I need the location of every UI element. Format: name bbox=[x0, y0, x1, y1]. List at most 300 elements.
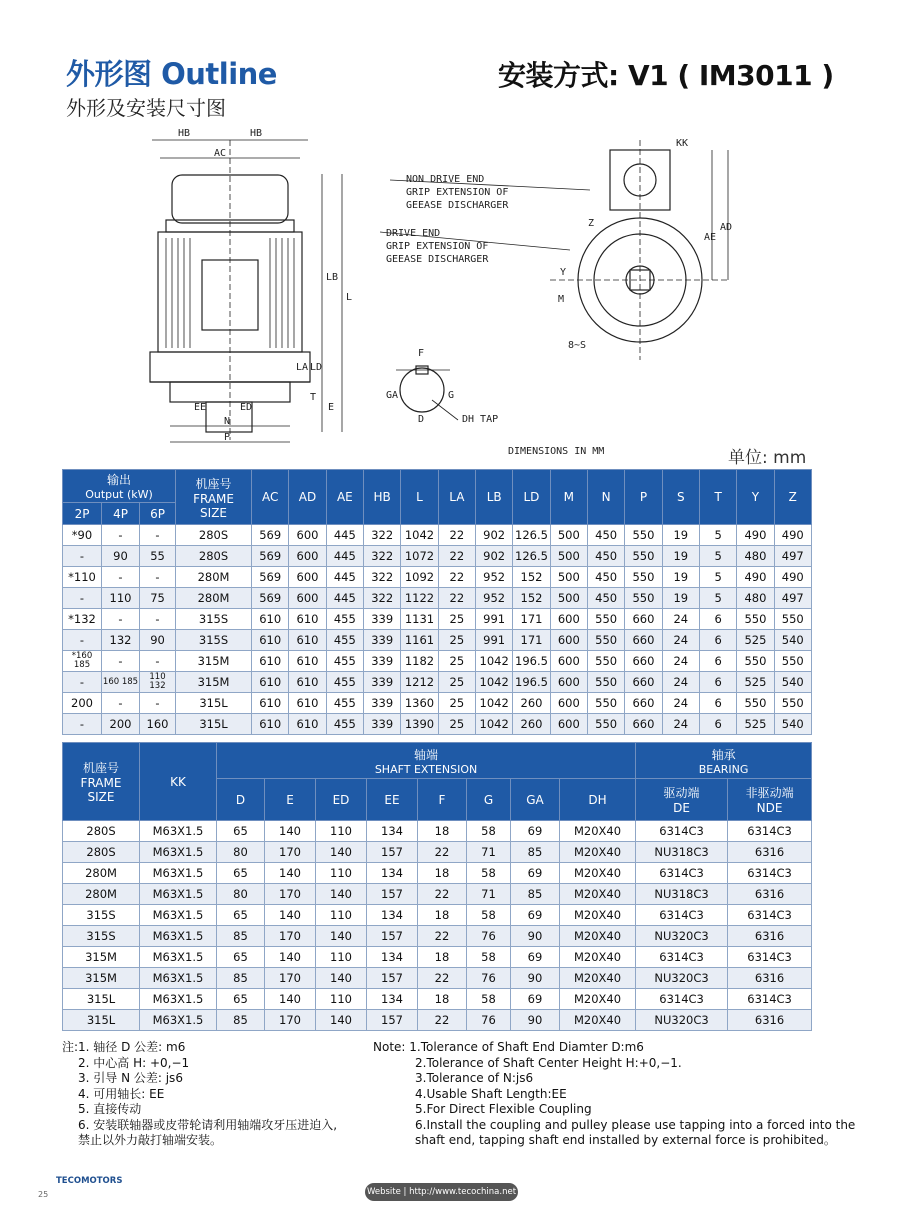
de-note-2: GRIP EXTENSION OF bbox=[386, 241, 489, 252]
output-header: 输出 Output (kW) bbox=[63, 470, 176, 503]
label-lb: LB bbox=[326, 272, 339, 283]
label-e: E bbox=[328, 402, 335, 413]
table-cell: M63X1.5 bbox=[140, 926, 217, 947]
table-cell: 445 bbox=[326, 525, 363, 546]
table-cell: 455 bbox=[326, 651, 363, 672]
table-cell: 1042 bbox=[475, 693, 512, 714]
col-header: Z bbox=[774, 470, 811, 525]
note-line: 2. 中心高 H: +0,−1 bbox=[78, 1055, 190, 1070]
table-row bbox=[63, 905, 812, 926]
table-cell: 19 bbox=[662, 546, 699, 567]
table-cell: M20X40 bbox=[560, 989, 636, 1010]
table-cell: 140 bbox=[265, 947, 316, 968]
table-row bbox=[63, 672, 812, 693]
table-cell: 18 bbox=[418, 989, 467, 1010]
table-row bbox=[63, 821, 812, 842]
table-cell: M20X40 bbox=[560, 968, 636, 989]
table-cell: 1092 bbox=[401, 567, 438, 588]
note-line: 5. 直接传动 bbox=[78, 1102, 142, 1116]
table-row bbox=[63, 651, 812, 672]
table-cell: 600 bbox=[550, 609, 587, 630]
table-cell: 134 bbox=[367, 905, 418, 926]
label-y: Y bbox=[560, 267, 567, 278]
table-cell: 1042 bbox=[475, 714, 512, 735]
label-ad: AD bbox=[720, 222, 733, 233]
table-cell: 610 bbox=[289, 651, 326, 672]
table-cell: 157 bbox=[367, 842, 418, 863]
table-cell: 22 bbox=[418, 926, 467, 947]
table-cell: 85 bbox=[511, 884, 560, 905]
table-cell: 600 bbox=[550, 714, 587, 735]
table-cell: 525 bbox=[737, 672, 774, 693]
col-header: LA bbox=[438, 470, 475, 525]
table-cell: 19 bbox=[662, 567, 699, 588]
col-header: D bbox=[217, 779, 265, 821]
note-line: 2.Tolerance of Shaft Center Height H:+0,−1. bbox=[415, 1055, 682, 1070]
col-header: LD bbox=[513, 470, 550, 525]
table-cell: M20X40 bbox=[560, 842, 636, 863]
shaft-bearing-table-body bbox=[63, 821, 812, 1031]
table-cell: 110 bbox=[316, 947, 367, 968]
table-cell: 490 bbox=[774, 525, 811, 546]
shaft-bearing-table bbox=[62, 742, 812, 1031]
table-cell: 110 bbox=[316, 821, 367, 842]
table-cell: 140 bbox=[265, 821, 316, 842]
table-cell: 25 bbox=[438, 672, 475, 693]
table-cell: 610 bbox=[289, 672, 326, 693]
table-cell: - bbox=[140, 567, 176, 588]
table-cell: 140 bbox=[265, 905, 316, 926]
table-cell: 339 bbox=[364, 630, 401, 651]
table-cell: *110 bbox=[63, 567, 102, 588]
table-cell: 5 bbox=[699, 525, 736, 546]
kk-header: KK bbox=[140, 743, 217, 821]
table-cell: 76 bbox=[467, 1010, 511, 1031]
table-cell: 110 bbox=[316, 863, 367, 884]
table-cell: 65 bbox=[217, 863, 265, 884]
page-title: 外形图 Outline bbox=[66, 57, 277, 91]
table-cell: 126.5 bbox=[513, 525, 550, 546]
table-cell: 6316 bbox=[728, 926, 812, 947]
table-cell: 6314C3 bbox=[728, 863, 812, 884]
table-cell: 1182 bbox=[401, 651, 438, 672]
col-header: HB bbox=[364, 470, 401, 525]
nde-note-1: NON DRIVE END bbox=[406, 174, 485, 185]
label-d: D bbox=[418, 414, 425, 425]
col-header: AD bbox=[289, 470, 326, 525]
table-cell: 24 bbox=[662, 651, 699, 672]
table-cell: 315L bbox=[63, 1010, 140, 1031]
unit-label: 单位: mm bbox=[728, 448, 807, 468]
table-cell: 25 bbox=[438, 693, 475, 714]
table-cell: 140 bbox=[316, 884, 367, 905]
label-m: M bbox=[558, 294, 565, 305]
table-cell: M20X40 bbox=[560, 926, 636, 947]
website-link[interactable]: Website | http://www.tecochina.net bbox=[365, 1183, 518, 1201]
table-cell: 140 bbox=[316, 926, 367, 947]
table-cell: 322 bbox=[364, 567, 401, 588]
table-cell: 540 bbox=[774, 672, 811, 693]
table-cell: 18 bbox=[418, 821, 467, 842]
table-cell: 1390 bbox=[401, 714, 438, 735]
table-cell: 25 bbox=[438, 651, 475, 672]
table-cell: 157 bbox=[367, 1010, 418, 1031]
table-cell: - bbox=[63, 546, 102, 567]
table-cell: 550 bbox=[774, 609, 811, 630]
table-cell: 19 bbox=[662, 525, 699, 546]
table-cell: - bbox=[140, 693, 176, 714]
note-line: 6.Install the coupling and pulley please use tapping into a forced into the bbox=[415, 1117, 856, 1132]
table-cell: 569 bbox=[252, 525, 289, 546]
table-cell: 22 bbox=[418, 842, 467, 863]
table-cell: 600 bbox=[550, 630, 587, 651]
table-cell: 80 bbox=[217, 884, 265, 905]
col-header: L bbox=[401, 470, 438, 525]
table-cell: 500 bbox=[550, 546, 587, 567]
table-cell: 6 bbox=[699, 714, 736, 735]
table-cell: 550 bbox=[587, 609, 624, 630]
table-row bbox=[63, 1010, 812, 1031]
col-header: AC bbox=[252, 470, 289, 525]
table-cell: M20X40 bbox=[560, 1010, 636, 1031]
table-cell: M63X1.5 bbox=[140, 842, 217, 863]
table-cell: M63X1.5 bbox=[140, 989, 217, 1010]
pole-header: 2P bbox=[63, 503, 102, 525]
bearing-nde-header: 非驱动端 NDE bbox=[728, 779, 812, 821]
table-cell: 157 bbox=[367, 926, 418, 947]
table-cell: 550 bbox=[625, 525, 662, 546]
table-cell: 6314C3 bbox=[728, 905, 812, 926]
table-cell: 260 bbox=[513, 714, 550, 735]
table-cell: 610 bbox=[252, 693, 289, 714]
table-cell: 22 bbox=[418, 1010, 467, 1031]
table-cell: 550 bbox=[587, 714, 624, 735]
col-header: DH bbox=[560, 779, 636, 821]
table-cell: 610 bbox=[289, 693, 326, 714]
label-t: T bbox=[310, 392, 317, 403]
table-cell: 445 bbox=[326, 546, 363, 567]
table-cell: 1360 bbox=[401, 693, 438, 714]
table-cell: 80 bbox=[217, 842, 265, 863]
table-cell: 19 bbox=[662, 588, 699, 609]
table-cell: 280M bbox=[176, 588, 252, 609]
table-cell: 140 bbox=[316, 1010, 367, 1031]
table-cell: 18 bbox=[418, 947, 467, 968]
table-cell: 65 bbox=[217, 905, 265, 926]
table-cell: 550 bbox=[587, 630, 624, 651]
col-header: Y bbox=[737, 470, 774, 525]
table-cell: 132 bbox=[102, 630, 140, 651]
table-cell: 134 bbox=[367, 821, 418, 842]
label-hb-right: HB bbox=[250, 128, 263, 139]
table-cell: 6316 bbox=[728, 1010, 812, 1031]
table-cell: 6314C3 bbox=[636, 905, 728, 926]
table-cell: 600 bbox=[289, 588, 326, 609]
table-cell: 170 bbox=[265, 1010, 316, 1031]
label-ga: GA bbox=[386, 390, 399, 401]
table-cell: 1122 bbox=[401, 588, 438, 609]
table-cell: 1042 bbox=[401, 525, 438, 546]
table-cell: 550 bbox=[625, 588, 662, 609]
table-cell: 25 bbox=[438, 714, 475, 735]
col-header: P bbox=[625, 470, 662, 525]
table-cell: 110 bbox=[102, 588, 140, 609]
table-cell: 152 bbox=[513, 567, 550, 588]
table-cell: 445 bbox=[326, 588, 363, 609]
table-cell: 6314C3 bbox=[636, 947, 728, 968]
col-header: N bbox=[587, 470, 624, 525]
table-cell: 140 bbox=[316, 842, 367, 863]
table-cell: 550 bbox=[625, 567, 662, 588]
page-number: 25 bbox=[38, 1190, 49, 1199]
col-header: LB bbox=[475, 470, 512, 525]
table-cell: 24 bbox=[662, 693, 699, 714]
label-kk: KK bbox=[676, 138, 689, 149]
table-cell: 65 bbox=[217, 821, 265, 842]
table-cell: 660 bbox=[625, 630, 662, 651]
table-row bbox=[63, 567, 812, 588]
table-cell: NU318C3 bbox=[636, 842, 728, 863]
table-cell: 1042 bbox=[475, 651, 512, 672]
table-cell: 6314C3 bbox=[636, 989, 728, 1010]
table-cell: 497 bbox=[774, 546, 811, 567]
table-cell: 952 bbox=[475, 588, 512, 609]
table-cell: 315L bbox=[176, 693, 252, 714]
table-cell: 660 bbox=[625, 651, 662, 672]
table-cell: 315S bbox=[63, 926, 140, 947]
table-cell: 6 bbox=[699, 651, 736, 672]
table-cell: NU320C3 bbox=[636, 926, 728, 947]
table-cell: 600 bbox=[550, 693, 587, 714]
table-cell: 110 132 bbox=[140, 672, 176, 693]
table-row bbox=[63, 714, 812, 735]
table-cell: 445 bbox=[326, 567, 363, 588]
table-cell: 339 bbox=[364, 609, 401, 630]
table-cell: 22 bbox=[418, 884, 467, 905]
table-cell: - bbox=[63, 588, 102, 609]
table-cell: M63X1.5 bbox=[140, 884, 217, 905]
table-cell: 1072 bbox=[401, 546, 438, 567]
side-view-motor bbox=[150, 140, 310, 440]
table-cell: 525 bbox=[737, 630, 774, 651]
label-f: F bbox=[418, 348, 425, 359]
notes-chinese bbox=[62, 1040, 362, 1149]
table-cell: 6 bbox=[699, 630, 736, 651]
table-cell: M63X1.5 bbox=[140, 968, 217, 989]
table-cell: 991 bbox=[475, 609, 512, 630]
table-cell: 58 bbox=[467, 947, 511, 968]
table-cell: 322 bbox=[364, 588, 401, 609]
table-cell: 171 bbox=[513, 630, 550, 651]
table-cell: - bbox=[102, 651, 140, 672]
table-row bbox=[63, 693, 812, 714]
outline-drawing bbox=[110, 120, 733, 460]
table-row bbox=[63, 842, 812, 863]
col-header: T bbox=[699, 470, 736, 525]
table-cell: 196.5 bbox=[513, 672, 550, 693]
table-cell: 69 bbox=[511, 821, 560, 842]
table-cell: 170 bbox=[265, 842, 316, 863]
table-cell: 455 bbox=[326, 714, 363, 735]
table-cell: 6316 bbox=[728, 884, 812, 905]
table-cell: 610 bbox=[252, 714, 289, 735]
table-cell: 569 bbox=[252, 546, 289, 567]
bearing-header: 轴承 BEARING bbox=[636, 743, 812, 779]
table-cell: 58 bbox=[467, 821, 511, 842]
table-cell: 610 bbox=[252, 630, 289, 651]
label-ed: ED bbox=[240, 402, 253, 413]
table-cell: 90 bbox=[511, 926, 560, 947]
table-cell: 6 bbox=[699, 693, 736, 714]
table-cell: 140 bbox=[265, 863, 316, 884]
table-cell: 65 bbox=[217, 989, 265, 1010]
note-line: shaft end, tapping shaft end installed by external force is prohibited。 bbox=[415, 1133, 836, 1147]
table-cell: - bbox=[102, 567, 140, 588]
table-cell: 315S bbox=[176, 630, 252, 651]
table-cell: NU320C3 bbox=[636, 968, 728, 989]
table-cell: 157 bbox=[367, 968, 418, 989]
table-row bbox=[63, 588, 812, 609]
table-cell: 610 bbox=[252, 651, 289, 672]
table-cell: M20X40 bbox=[560, 905, 636, 926]
table-cell: 600 bbox=[550, 672, 587, 693]
table-cell: 6314C3 bbox=[636, 863, 728, 884]
table-cell: 170 bbox=[265, 926, 316, 947]
table-cell: 610 bbox=[252, 672, 289, 693]
table-cell: 58 bbox=[467, 863, 511, 884]
table-cell: 610 bbox=[289, 714, 326, 735]
table-cell: 24 bbox=[662, 672, 699, 693]
table-cell: 71 bbox=[467, 884, 511, 905]
table-cell: 260 bbox=[513, 693, 550, 714]
table-cell: 6314C3 bbox=[728, 989, 812, 1010]
table-cell: 455 bbox=[326, 609, 363, 630]
shaft-extension-header: 轴端 SHAFT EXTENSION bbox=[217, 743, 636, 779]
note-line: 注:1. 轴径 D 公差: m6 bbox=[62, 1040, 186, 1054]
table-cell: 85 bbox=[511, 842, 560, 863]
table-cell: 90 bbox=[511, 1010, 560, 1031]
table-cell: 550 bbox=[774, 693, 811, 714]
table-cell: 339 bbox=[364, 714, 401, 735]
table-cell: 170 bbox=[265, 884, 316, 905]
table-cell: 455 bbox=[326, 630, 363, 651]
table-cell: 90 bbox=[102, 546, 140, 567]
de-note-1: DRIVE END bbox=[386, 228, 441, 239]
notes-english bbox=[373, 1040, 856, 1149]
table-cell: 5 bbox=[699, 567, 736, 588]
table-cell: 450 bbox=[587, 525, 624, 546]
table-row bbox=[63, 863, 812, 884]
table-cell: - bbox=[63, 672, 102, 693]
table-cell: 196.5 bbox=[513, 651, 550, 672]
table-cell: - bbox=[102, 609, 140, 630]
table-cell: 18 bbox=[418, 863, 467, 884]
table-cell: 22 bbox=[438, 525, 475, 546]
table-cell: 5 bbox=[699, 588, 736, 609]
note-line: 4. 可用轴长: EE bbox=[78, 1086, 165, 1101]
table-cell: 200 bbox=[102, 714, 140, 735]
label-hb-left: HB bbox=[178, 128, 191, 139]
table-cell: 600 bbox=[289, 546, 326, 567]
table-cell: 69 bbox=[511, 905, 560, 926]
table-cell: 126.5 bbox=[513, 546, 550, 567]
table-cell: 490 bbox=[737, 525, 774, 546]
table-cell: M20X40 bbox=[560, 947, 636, 968]
table-cell: 600 bbox=[550, 651, 587, 672]
label-l: L bbox=[346, 292, 353, 303]
label-ee: EE bbox=[194, 402, 207, 413]
table-cell: 157 bbox=[367, 884, 418, 905]
table-cell: 134 bbox=[367, 989, 418, 1010]
table-cell: M63X1.5 bbox=[140, 947, 217, 968]
table-cell: M63X1.5 bbox=[140, 821, 217, 842]
table-cell: 58 bbox=[467, 989, 511, 1010]
table-cell: 339 bbox=[364, 672, 401, 693]
table-cell: 85 bbox=[217, 926, 265, 947]
table-cell: - bbox=[102, 525, 140, 546]
table-cell: 315L bbox=[176, 714, 252, 735]
table-cell: M63X1.5 bbox=[140, 1010, 217, 1031]
table-cell: 18 bbox=[418, 905, 467, 926]
table-cell: *160 185 bbox=[63, 651, 102, 672]
table-cell: 569 bbox=[252, 567, 289, 588]
table-cell: 280M bbox=[63, 884, 140, 905]
table-cell: 1212 bbox=[401, 672, 438, 693]
table-cell: M20X40 bbox=[560, 821, 636, 842]
table-cell: 600 bbox=[289, 525, 326, 546]
table-cell: - bbox=[140, 525, 176, 546]
page-subtitle: 外形及安装尺寸图 bbox=[66, 96, 226, 120]
table-cell: 569 bbox=[252, 588, 289, 609]
table-cell: 160 185 bbox=[102, 672, 140, 693]
table-cell: 490 bbox=[774, 567, 811, 588]
table-cell: 134 bbox=[367, 863, 418, 884]
table-cell: 500 bbox=[550, 588, 587, 609]
table-cell: 339 bbox=[364, 693, 401, 714]
table-cell: 171 bbox=[513, 609, 550, 630]
table-row bbox=[63, 968, 812, 989]
table-row bbox=[63, 609, 812, 630]
table-cell: 1161 bbox=[401, 630, 438, 651]
table-cell: 991 bbox=[475, 630, 512, 651]
label-ld: LD bbox=[310, 362, 323, 373]
table-row bbox=[63, 546, 812, 567]
de-note-3: GEEASE DISCHARGER bbox=[386, 254, 489, 265]
label-la: LA bbox=[296, 362, 309, 373]
label-n: N bbox=[224, 416, 231, 427]
table-cell: 6314C3 bbox=[728, 947, 812, 968]
table-cell: 525 bbox=[737, 714, 774, 735]
table-cell: 6314C3 bbox=[728, 821, 812, 842]
table-cell: 600 bbox=[289, 567, 326, 588]
end-view-motor bbox=[550, 140, 733, 360]
table-cell: 315M bbox=[63, 968, 140, 989]
table-cell: - bbox=[140, 651, 176, 672]
note-line: 3.Tolerance of N:js6 bbox=[415, 1071, 534, 1085]
table-cell: 315S bbox=[63, 905, 140, 926]
table-cell: 76 bbox=[467, 926, 511, 947]
label-ae: AE bbox=[704, 232, 717, 243]
table-cell: 322 bbox=[364, 546, 401, 567]
brand-logo: TECOMOTORS bbox=[56, 1176, 123, 1186]
table-cell: 24 bbox=[662, 609, 699, 630]
table-cell: 140 bbox=[316, 968, 367, 989]
table-cell: 550 bbox=[737, 651, 774, 672]
table-cell: NU318C3 bbox=[636, 884, 728, 905]
label-z: Z bbox=[588, 218, 595, 229]
nde-note-2: GRIP EXTENSION OF bbox=[406, 187, 509, 198]
table-cell: 134 bbox=[367, 947, 418, 968]
